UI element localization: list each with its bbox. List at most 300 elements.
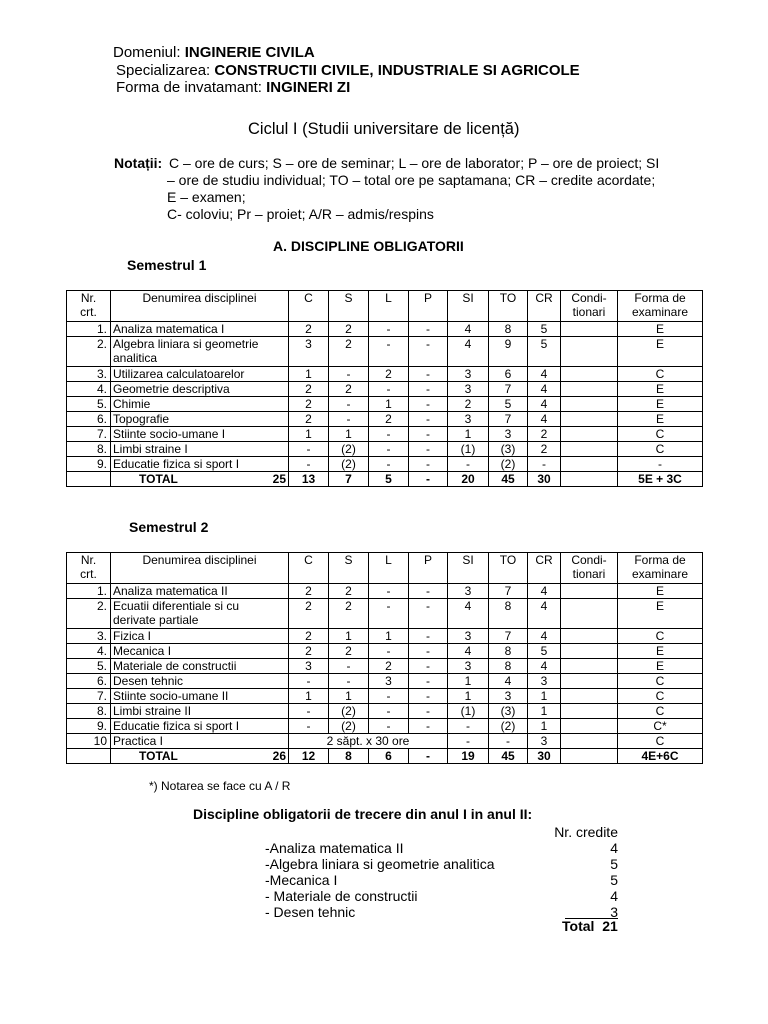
s-cell: - (329, 367, 369, 382)
cr-cell: 3 (528, 734, 561, 749)
c-cell: 1 (289, 689, 329, 704)
header-row (67, 553, 703, 584)
si-cell: - (448, 734, 489, 749)
table-row (67, 367, 703, 382)
exam-form-cell: E (618, 397, 703, 412)
row-number: 4. (67, 382, 111, 397)
semester-1-title: Semestrul 1 (127, 257, 207, 273)
to-cell: 8 (489, 644, 528, 659)
discipline-name: Materiale de constructii (111, 659, 289, 674)
conditions-cell (561, 442, 618, 457)
c-cell: - (289, 704, 329, 719)
cr-cell: 4 (528, 397, 561, 412)
to-cell: 3 (489, 689, 528, 704)
p-cell: - (409, 367, 448, 382)
to-cell: (2) (489, 457, 528, 472)
p-cell: - (409, 337, 448, 367)
cr-cell: 3 (528, 674, 561, 689)
s-cell: 1 (329, 689, 369, 704)
table-row (67, 442, 703, 457)
c-cell: 3 (289, 659, 329, 674)
table-row (67, 337, 703, 367)
conditions-cell (561, 457, 618, 472)
to-cell: 6 (489, 367, 528, 382)
total-to: 45 (489, 749, 528, 764)
p-cell: - (409, 397, 448, 412)
total-conditions (561, 749, 618, 764)
cr-cell: 4 (528, 382, 561, 397)
si-cell: 4 (448, 322, 489, 337)
exam-form-cell: C* (618, 719, 703, 734)
total-label: TOTAL (139, 749, 178, 763)
transition-total-label: Total (562, 918, 595, 934)
cr-cell: 2 (528, 427, 561, 442)
total-p: - (409, 749, 448, 764)
transition-item-credits: 3 (610, 904, 618, 920)
exam-form-cell: E (618, 659, 703, 674)
p-cell: - (409, 719, 448, 734)
to-cell: (2) (489, 719, 528, 734)
col-si-header: SI (448, 291, 489, 322)
si-cell: - (448, 457, 489, 472)
c-cell: 2 (289, 629, 329, 644)
s-cell: 1 (329, 629, 369, 644)
cr-cell: 5 (528, 322, 561, 337)
discipline-name: Stiinte socio-umane II (111, 689, 289, 704)
total-c: 13 (289, 472, 329, 487)
s-cell: 1 (329, 427, 369, 442)
p-cell: - (409, 674, 448, 689)
l-cell: 1 (369, 629, 409, 644)
total-exam: 5E + 3C (618, 472, 703, 487)
total-cr: 30 (528, 749, 561, 764)
row-number: 1. (67, 322, 111, 337)
c-cell: 2 (289, 397, 329, 412)
discipline-name: Ecuatii diferentiale si cu derivate partiale (111, 599, 289, 629)
total-cr: 30 (528, 472, 561, 487)
exam-form-cell: E (618, 599, 703, 629)
si-cell: 3 (448, 659, 489, 674)
domain-value: INGINERIE CIVILA (184, 44, 315, 61)
discipline-name: Geometrie descriptiva (111, 382, 289, 397)
table-row (67, 412, 703, 427)
si-cell: 1 (448, 689, 489, 704)
exam-form-cell: E (618, 322, 703, 337)
total-s: 7 (329, 472, 369, 487)
total-l: 6 (369, 749, 409, 764)
total-blank (67, 472, 111, 487)
transition-item-name: -Analiza matematica II (265, 840, 404, 856)
exam-form-cell: C (618, 689, 703, 704)
table-row (67, 584, 703, 599)
l-cell: 2 (369, 412, 409, 427)
cr-cell: 4 (528, 412, 561, 427)
discipline-name: Desen tehnic (111, 674, 289, 689)
si-cell: 4 (448, 337, 489, 367)
notes-label: Notații: (114, 155, 163, 171)
discipline-name: Educatie fizica si sport I (111, 719, 289, 734)
section-title: A. DISCIPLINE OBLIGATORII (273, 238, 464, 254)
s-cell: (2) (329, 704, 369, 719)
l-cell: - (369, 719, 409, 734)
credits-header: Nr. credite (554, 824, 618, 840)
row-number: 7. (67, 427, 111, 442)
table-row (67, 629, 703, 644)
s-cell: 2 (329, 337, 369, 367)
c-cell: 1 (289, 367, 329, 382)
table-row (67, 397, 703, 412)
total-si: 19 (448, 749, 489, 764)
transition-item-credits: 4 (610, 888, 618, 904)
to-cell: 9 (489, 337, 528, 367)
to-cell: 7 (489, 382, 528, 397)
s-cell: 2 (329, 584, 369, 599)
total-s: 8 (329, 749, 369, 764)
to-cell: 7 (489, 629, 528, 644)
si-cell: 4 (448, 599, 489, 629)
discipline-name: Chimie (111, 397, 289, 412)
col-to-header: TO (489, 291, 528, 322)
conditions-cell (561, 322, 618, 337)
table-row (67, 599, 703, 629)
conditions-cell (561, 704, 618, 719)
semester-2-table (66, 552, 703, 764)
cr-cell: 4 (528, 367, 561, 382)
table-row (67, 644, 703, 659)
row-number: 2. (67, 599, 111, 629)
col-nr-header: Nr. crt. (67, 291, 111, 322)
conditions-cell (561, 412, 618, 427)
conditions-cell (561, 719, 618, 734)
l-cell: - (369, 599, 409, 629)
s-cell: 2 (329, 322, 369, 337)
row-number: 8. (67, 442, 111, 457)
total-exam: 4E+6C (618, 749, 703, 764)
c-cell: - (289, 719, 329, 734)
row-number: 2. (67, 337, 111, 367)
l-cell: 2 (369, 367, 409, 382)
education-form-value: INGINERI ZI (266, 79, 351, 96)
specialization-line (116, 62, 580, 80)
total-conditions (561, 472, 618, 487)
discipline-name: Educatie fizica si sport I (111, 457, 289, 472)
col-p-header: P (409, 291, 448, 322)
l-cell: 1 (369, 397, 409, 412)
row-number: 7. (67, 689, 111, 704)
si-cell: (1) (448, 442, 489, 457)
footnote: *) Notarea se face cu A / R (149, 779, 291, 793)
total-count: 25 (272, 472, 286, 486)
to-cell: 4 (489, 674, 528, 689)
cr-cell: 4 (528, 629, 561, 644)
row-number: 9. (67, 719, 111, 734)
specialization-value: CONSTRUCTII CIVILE, INDUSTRIALE SI AGRICOLE (214, 62, 580, 79)
l-cell: - (369, 689, 409, 704)
row-number: 5. (67, 397, 111, 412)
total-to: 45 (489, 472, 528, 487)
transition-item-name: -Mecanica I (265, 872, 338, 888)
p-cell: - (409, 457, 448, 472)
exam-form-cell: C (618, 629, 703, 644)
cr-cell: 4 (528, 599, 561, 629)
to-cell: (3) (489, 704, 528, 719)
to-cell: (3) (489, 442, 528, 457)
si-cell: 1 (448, 674, 489, 689)
c-cell: 3 (289, 337, 329, 367)
conditions-cell (561, 337, 618, 367)
discipline-name: Algebra liniara si geometrie analitica (111, 337, 289, 367)
cr-cell: 5 (528, 644, 561, 659)
exam-form-cell: E (618, 337, 703, 367)
s-cell: 2 (329, 644, 369, 659)
discipline-name: Mecanica I (111, 644, 289, 659)
s-cell: (2) (329, 719, 369, 734)
si-cell: 3 (448, 412, 489, 427)
l-cell: - (369, 644, 409, 659)
discipline-name: Limbi straine I (111, 442, 289, 457)
s-cell: - (329, 397, 369, 412)
si-cell: 3 (448, 367, 489, 382)
row-number: 8. (67, 704, 111, 719)
conditions-cell (561, 584, 618, 599)
conditions-cell (561, 397, 618, 412)
total-label-cell (111, 472, 289, 487)
conditions-cell (561, 599, 618, 629)
discipline-name: Analiza matematica I (111, 322, 289, 337)
conditions-cell (561, 644, 618, 659)
cr-cell: 1 (528, 719, 561, 734)
l-cell: - (369, 457, 409, 472)
cr-cell: - (528, 457, 561, 472)
table-row (67, 322, 703, 337)
conditions-cell (561, 382, 618, 397)
transition-item-credits: 5 (610, 856, 618, 872)
s-cell: 2 (329, 382, 369, 397)
header-row (67, 291, 703, 322)
discipline-name: Utilizarea calculatoarelor (111, 367, 289, 382)
conditions-cell (561, 629, 618, 644)
exam-form-cell: C (618, 704, 703, 719)
l-cell: 3 (369, 674, 409, 689)
p-cell: - (409, 322, 448, 337)
to-cell: - (489, 734, 528, 749)
education-form-line (116, 79, 350, 97)
c-cell: 2 (289, 644, 329, 659)
l-cell: - (369, 584, 409, 599)
row-number: 1. (67, 584, 111, 599)
c-cell: - (289, 674, 329, 689)
total-blank (67, 749, 111, 764)
exam-form-cell: C (618, 427, 703, 442)
transition-total (562, 918, 618, 934)
cond-cell (561, 734, 618, 749)
cr-cell: 1 (528, 689, 561, 704)
p-cell: - (409, 629, 448, 644)
p-cell: - (409, 427, 448, 442)
cr-cell: 2 (528, 442, 561, 457)
c-cell: 1 (289, 427, 329, 442)
transition-item-name: - Materiale de constructii (265, 888, 418, 904)
specialization-label: Specializarea: (116, 62, 211, 79)
domain-line (113, 44, 315, 62)
discipline-name: Practica I (111, 734, 289, 749)
s-cell: - (329, 659, 369, 674)
exam-form-cell: C (618, 442, 703, 457)
total-count: 26 (272, 749, 286, 763)
si-cell: 2 (448, 397, 489, 412)
c-cell: - (289, 457, 329, 472)
transition-total-value: 21 (602, 918, 618, 934)
row-number: 3. (67, 629, 111, 644)
l-cell: - (369, 322, 409, 337)
row-number: 9. (67, 457, 111, 472)
semester-1-table-body (67, 291, 703, 487)
si-cell: 3 (448, 382, 489, 397)
conditions-cell (561, 689, 618, 704)
l-cell: - (369, 704, 409, 719)
c-cell: 2 (289, 584, 329, 599)
c-cell: 2 (289, 599, 329, 629)
total-p: - (409, 472, 448, 487)
conditions-cell (561, 659, 618, 674)
exam-form-cell: E (618, 382, 703, 397)
to-cell: 8 (489, 322, 528, 337)
exam-form-cell: E (618, 412, 703, 427)
p-cell: - (409, 644, 448, 659)
col-exam-form-header: Forma de examinare (618, 291, 703, 322)
to-cell: 7 (489, 584, 528, 599)
discipline-name: Stiinte socio-umane I (111, 427, 289, 442)
transition-item-name: - Desen tehnic (265, 904, 356, 920)
to-cell: 7 (489, 412, 528, 427)
notes-line-3: E – examen; (167, 189, 246, 205)
table-row (67, 719, 703, 734)
conditions-cell (561, 367, 618, 382)
education-form-label: Forma de invatamant: (116, 79, 262, 96)
table-row (67, 382, 703, 397)
total-c: 12 (289, 749, 329, 764)
col-c-header: C (289, 291, 329, 322)
s-cell: (2) (329, 457, 369, 472)
p-cell: - (409, 442, 448, 457)
notes-line-2: – ore de studiu individual; TO – total ore pe saptamana; CR – credite acordate; (167, 172, 656, 188)
table-row (67, 689, 703, 704)
col-p-header: P (409, 553, 448, 584)
c-cell: 2 (289, 322, 329, 337)
row-number: 10 (67, 734, 111, 749)
exam-form-cell: E (618, 644, 703, 659)
row-number: 3. (67, 367, 111, 382)
s-cell: 2 (329, 599, 369, 629)
conditions-cell (561, 674, 618, 689)
col-exam-form-header: Forma de examinare (618, 553, 703, 584)
cycle-title: Ciclul I (Studii universitare de licență) (248, 120, 520, 138)
total-si: 20 (448, 472, 489, 487)
l-cell: 2 (369, 659, 409, 674)
transition-item-credits: 4 (610, 840, 618, 856)
domain-label: Domeniul: (113, 44, 181, 61)
transition-item-name: -Algebra liniara si geometrie analitica (265, 856, 495, 872)
col-discipline-header: Denumirea disciplinei (111, 291, 289, 322)
s-cell: - (329, 412, 369, 427)
table-row (67, 704, 703, 719)
exam-form-cell: C (618, 674, 703, 689)
discipline-name: Topografie (111, 412, 289, 427)
si-cell: 3 (448, 629, 489, 644)
si-cell: 4 (448, 644, 489, 659)
semester-1-table (66, 290, 703, 487)
c-cell: 2 (289, 382, 329, 397)
to-cell: 8 (489, 659, 528, 674)
transition-title: Discipline obligatorii de trecere din anul I in anul II: (193, 806, 533, 822)
row-number: 5. (67, 659, 111, 674)
total-row (67, 749, 703, 764)
row-number: 6. (67, 674, 111, 689)
col-conditions-header: Condi- tionari (561, 291, 618, 322)
p-cell: - (409, 599, 448, 629)
p-cell: - (409, 659, 448, 674)
semester-2-title: Semestrul 2 (129, 519, 209, 535)
total-row (67, 472, 703, 487)
to-cell: 8 (489, 599, 528, 629)
discipline-name: Limbi straine II (111, 704, 289, 719)
p-cell: - (409, 382, 448, 397)
p-cell: - (409, 412, 448, 427)
l-cell: - (369, 337, 409, 367)
col-discipline-header: Denumirea disciplinei (111, 553, 289, 584)
p-cell: - (409, 584, 448, 599)
exam-form-cell: - (618, 457, 703, 472)
to-cell: 3 (489, 427, 528, 442)
row-number: 6. (67, 412, 111, 427)
col-si-header: SI (448, 553, 489, 584)
s-cell: (2) (329, 442, 369, 457)
si-cell: - (448, 719, 489, 734)
col-l-header: L (369, 553, 409, 584)
col-nr-header: Nr. crt. (67, 553, 111, 584)
col-c-header: C (289, 553, 329, 584)
col-cr-header: CR (528, 553, 561, 584)
exam-cell: C (618, 734, 703, 749)
l-cell: - (369, 427, 409, 442)
col-cr-header: CR (528, 291, 561, 322)
cr-cell: 1 (528, 704, 561, 719)
conditions-cell (561, 427, 618, 442)
notes-line-1: C – ore de curs; S – ore de seminar; L – ore de laborator; P – ore de proiect; SI (169, 155, 660, 171)
total-label: TOTAL (139, 472, 178, 486)
cr-cell: 4 (528, 659, 561, 674)
si-cell: 1 (448, 427, 489, 442)
discipline-name: Analiza matematica II (111, 584, 289, 599)
total-label-cell (111, 749, 289, 764)
col-to-header: TO (489, 553, 528, 584)
col-l-header: L (369, 291, 409, 322)
table-row (67, 659, 703, 674)
practice-hours: 2 săpt. x 30 ore (289, 734, 448, 749)
table-row (67, 674, 703, 689)
transition-item-credits: 5 (610, 872, 618, 888)
practice-row (67, 734, 703, 749)
table-row (67, 457, 703, 472)
cr-cell: 4 (528, 584, 561, 599)
c-cell: - (289, 442, 329, 457)
total-l: 5 (369, 472, 409, 487)
c-cell: 2 (289, 412, 329, 427)
cr-cell: 5 (528, 337, 561, 367)
si-cell: 3 (448, 584, 489, 599)
col-s-header: S (329, 553, 369, 584)
si-cell: (1) (448, 704, 489, 719)
